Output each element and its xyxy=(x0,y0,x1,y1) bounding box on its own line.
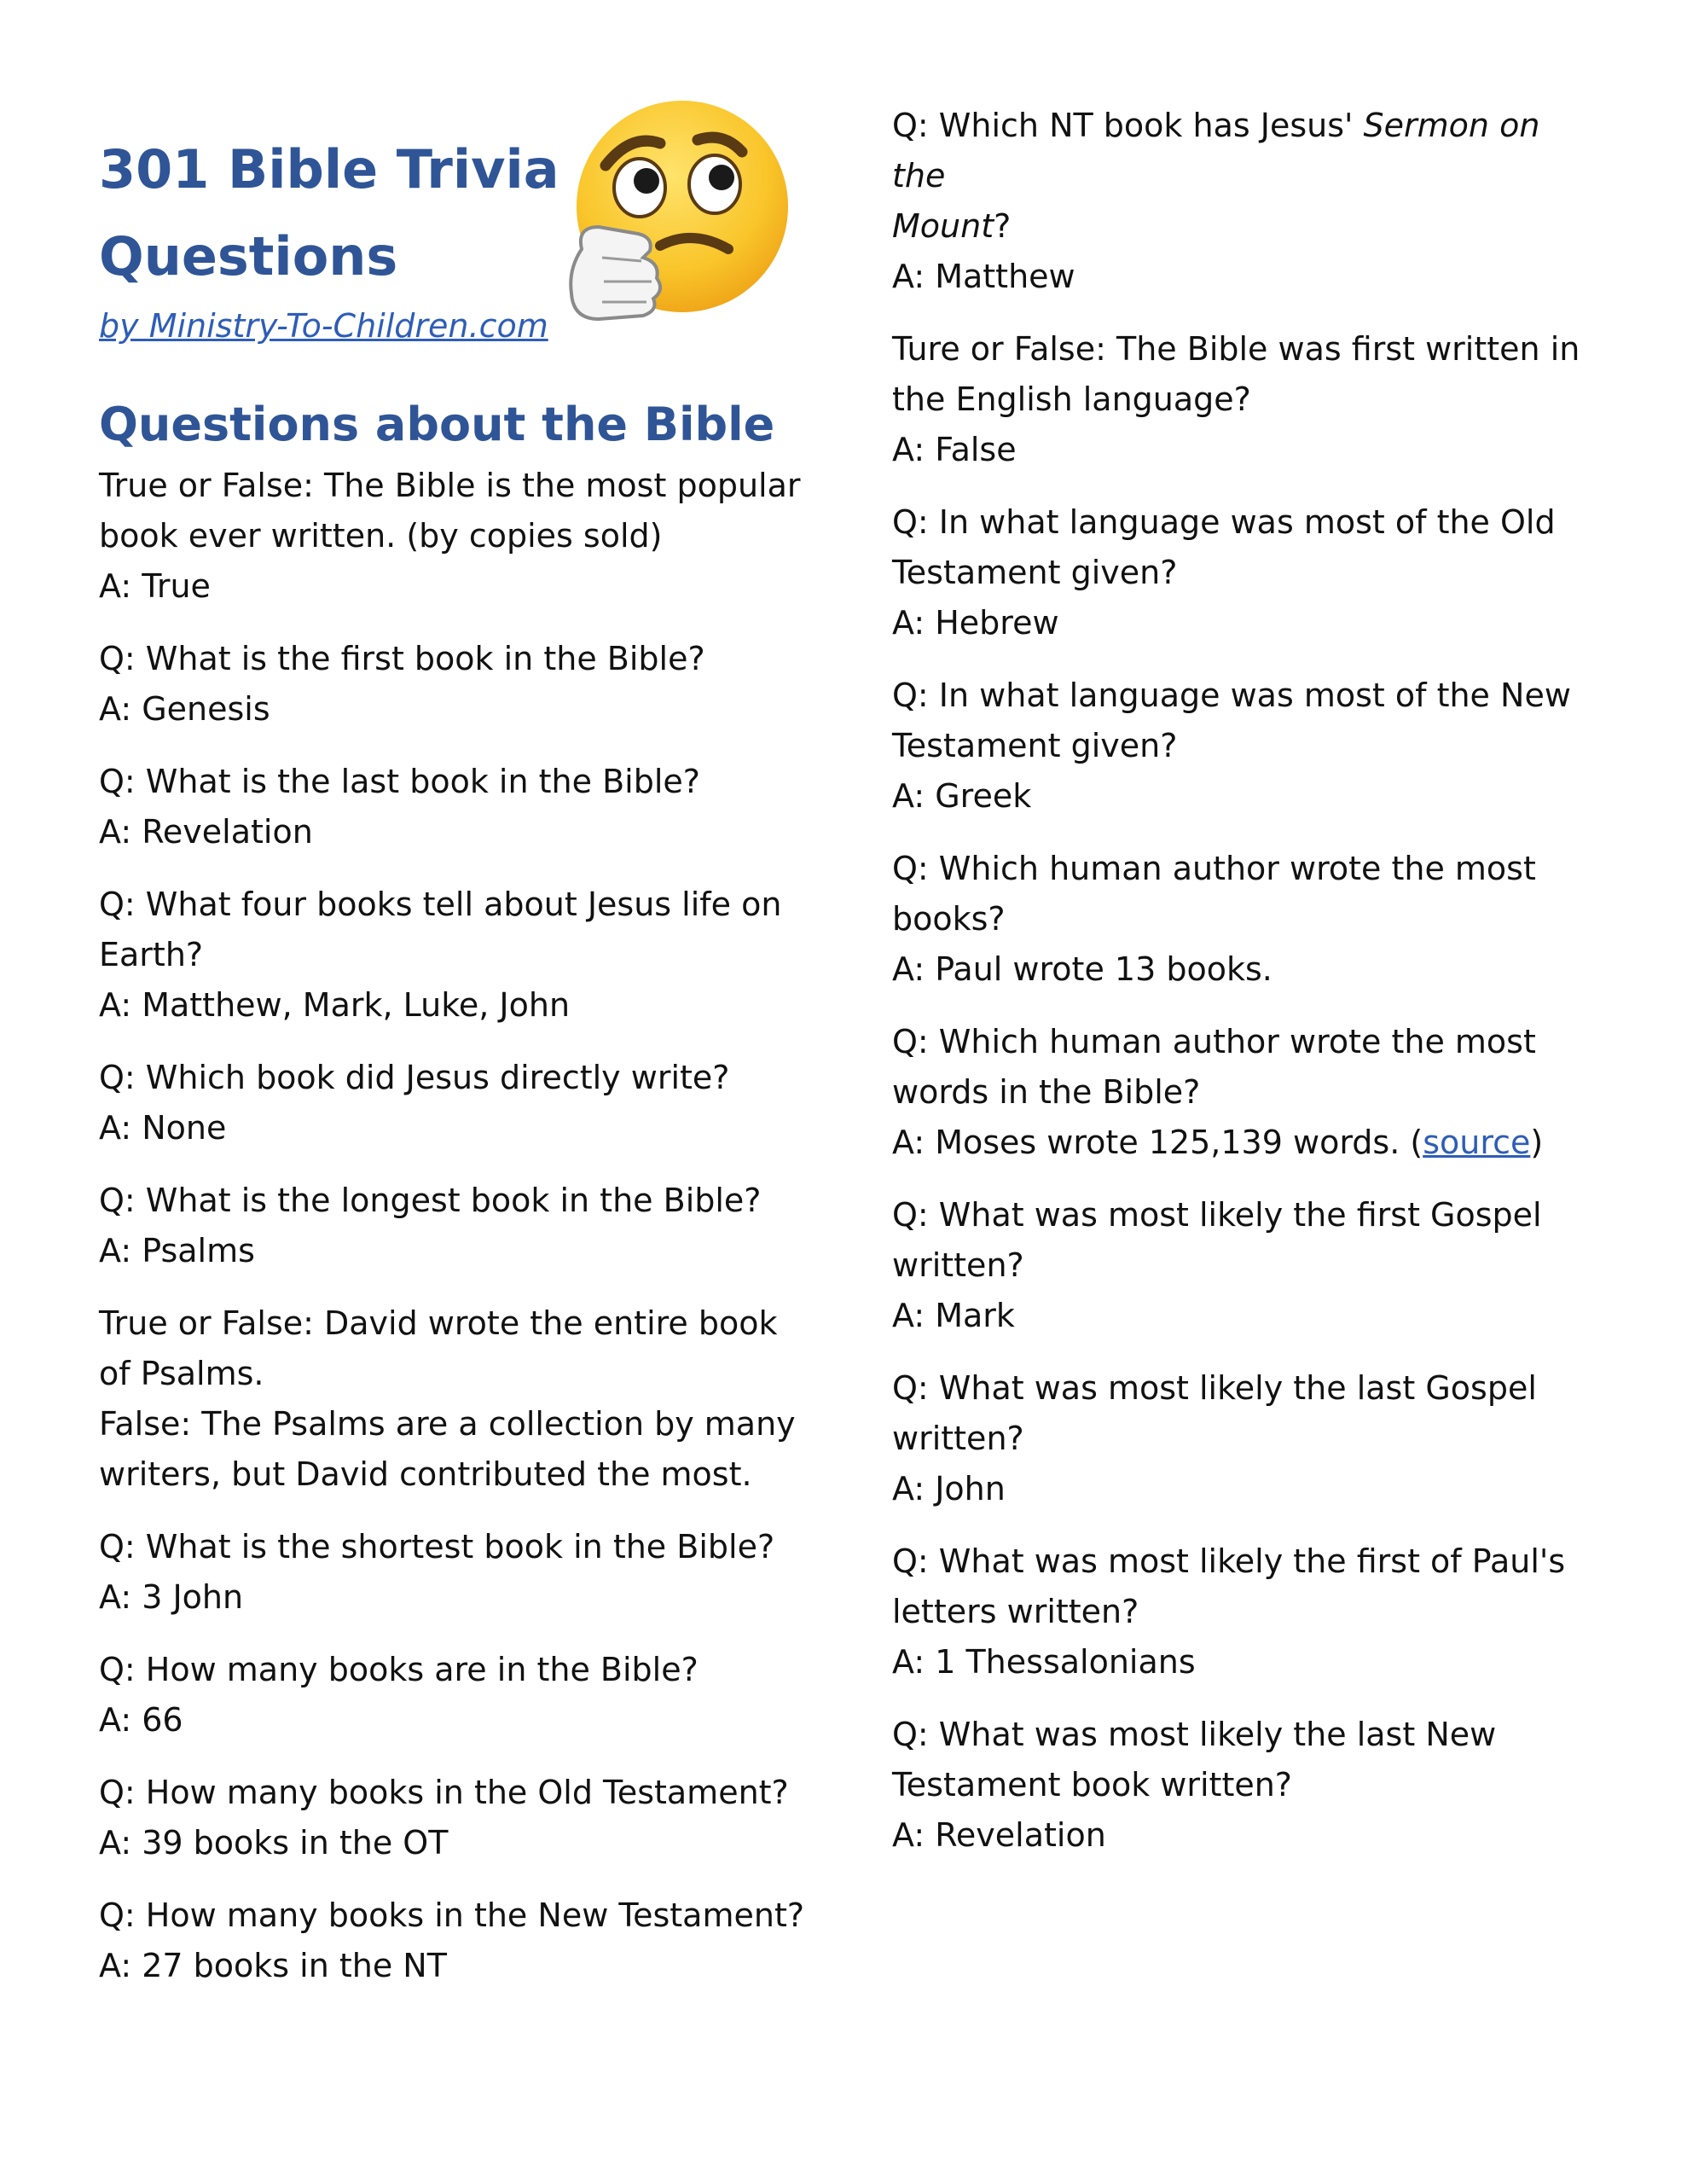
answer-text: A: 1 Thessalonians xyxy=(892,1643,1196,1681)
qa-item xyxy=(892,497,1600,648)
answer-text xyxy=(892,1118,1600,1168)
answer-text: A: 3 John xyxy=(99,1578,244,1616)
question-text: Q: What was most likely the first of Paul's xyxy=(892,1542,1566,1580)
byline-link[interactable]: by Ministry-To-Children.com xyxy=(99,307,548,345)
answer-text: A: Paul wrote 13 books. xyxy=(892,950,1272,988)
qa-item xyxy=(99,634,807,735)
qa-item xyxy=(892,671,1600,822)
thinking-face-icon xyxy=(565,99,791,331)
question-text: Q: In what language was most of the Old xyxy=(892,503,1556,541)
qa-item xyxy=(99,1645,807,1745)
qa-item xyxy=(892,324,1600,475)
title-line-1: 301 Bible Trivia xyxy=(99,138,559,200)
question-text: Q: How many books in the Old Testament? xyxy=(99,1774,789,1811)
question-text: Q: What four books tell about Jesus life on xyxy=(99,886,782,923)
answer-prefix: A: Moses wrote 125,139 words. ( xyxy=(892,1124,1423,1161)
qa-item xyxy=(99,1522,807,1623)
question-text-cont: Testament given? xyxy=(892,727,1178,764)
answer-text: A: Matthew xyxy=(892,258,1075,295)
question-text: Q: What was most likely the last Gospel xyxy=(892,1369,1537,1407)
question-text: True or False: The Bible is the most popular xyxy=(99,467,801,504)
answer-text: A: Genesis xyxy=(99,690,270,728)
answer-text: A: Greek xyxy=(892,777,1032,815)
question-italic-cont: Mount xyxy=(892,207,994,245)
qa-item xyxy=(892,101,1600,302)
qa-item xyxy=(892,1536,1600,1687)
question-suffix: ? xyxy=(994,207,1012,245)
question-text-cont: the English language? xyxy=(892,380,1251,418)
question-text-cont xyxy=(892,201,1600,252)
question-text: Q: How many books are in the Bible? xyxy=(99,1651,699,1688)
question-text: True or False: David wrote the entire book xyxy=(99,1304,778,1342)
answer-text: A: 27 books in the NT xyxy=(99,1947,447,1984)
answer-text-cont: writers, but David contributed the most. xyxy=(99,1455,752,1493)
qa-item xyxy=(892,1017,1600,1168)
question-text-cont: written? xyxy=(892,1246,1024,1284)
answer-text: A: 66 xyxy=(99,1701,183,1739)
qa-item xyxy=(99,461,807,612)
question-text: Q: What is the shortest book in the Bible? xyxy=(99,1528,775,1565)
question-text xyxy=(892,101,1600,201)
source-link[interactable]: source xyxy=(1423,1124,1531,1161)
question-text-cont: Earth? xyxy=(99,936,204,973)
question-text: Q: What was most likely the last New xyxy=(892,1716,1497,1753)
answer-text: False: The Psalms are a collection by many xyxy=(99,1405,796,1443)
qa-item xyxy=(99,1176,807,1276)
question-text: Q: What is the longest book in the Bible? xyxy=(99,1182,762,1219)
question-text: Q: In what language was most of the New xyxy=(892,677,1571,714)
section-heading: Questions about the Bible xyxy=(99,398,775,451)
answer-text: A: False xyxy=(892,431,1017,468)
qa-item xyxy=(892,1190,1600,1341)
qa-item xyxy=(99,880,807,1031)
qa-item xyxy=(99,1298,807,1500)
question-italic: Sermon on the xyxy=(892,107,1540,195)
answer-text: A: None xyxy=(99,1109,227,1147)
answer-text: A: Revelation xyxy=(99,813,313,851)
answer-text: A: John xyxy=(892,1470,1006,1507)
question-text: Q: Which human author wrote the most xyxy=(892,850,1536,887)
question-text: Q: Which book did Jesus directly write? xyxy=(99,1059,730,1096)
qa-item xyxy=(99,757,807,857)
page-title xyxy=(99,126,577,300)
answer-text: A: Revelation xyxy=(892,1816,1106,1854)
question-text: Q: Which human author wrote the most xyxy=(892,1023,1536,1060)
question-text-cont: Testament given? xyxy=(892,554,1178,591)
question-text-cont: of Psalms. xyxy=(99,1355,264,1392)
answer-text: A: Hebrew xyxy=(892,604,1059,642)
qa-item xyxy=(99,1053,807,1153)
question-text-cont: written? xyxy=(892,1420,1024,1457)
question-text-cont: words in the Bible? xyxy=(892,1073,1201,1111)
question-text-cont: book ever written. (by copies sold) xyxy=(99,517,663,555)
question-text: Q: What was most likely the first Gospel xyxy=(892,1196,1542,1234)
left-qa-list xyxy=(99,461,807,2013)
question-prefix: Q: Which NT book has Jesus' xyxy=(892,107,1364,144)
answer-text: A: Mark xyxy=(892,1297,1015,1334)
question-text: Q: What is the last book in the Bible? xyxy=(99,763,700,800)
answer-text: A: Matthew, Mark, Luke, John xyxy=(99,986,571,1024)
answer-text: A: True xyxy=(99,567,211,605)
qa-item xyxy=(99,1768,807,1868)
title-line-2: Questions xyxy=(99,225,398,288)
answer-suffix: ) xyxy=(1530,1124,1544,1161)
question-text: Ture or False: The Bible was first written in xyxy=(892,330,1580,368)
qa-item xyxy=(892,1710,1600,1861)
qa-item xyxy=(99,1891,807,1991)
question-text: Q: How many books in the New Testament? xyxy=(99,1896,805,1934)
qa-item xyxy=(892,844,1600,995)
right-qa-list xyxy=(892,101,1600,1883)
answer-text: A: Psalms xyxy=(99,1232,255,1269)
question-text: Q: What is the first book in the Bible? xyxy=(99,640,705,677)
question-text-cont: books? xyxy=(892,900,1006,938)
question-text-cont: Testament book written? xyxy=(892,1766,1292,1804)
answer-text: A: 39 books in the OT xyxy=(99,1824,449,1862)
question-text-cont: letters written? xyxy=(892,1593,1139,1630)
qa-item xyxy=(892,1363,1600,1514)
